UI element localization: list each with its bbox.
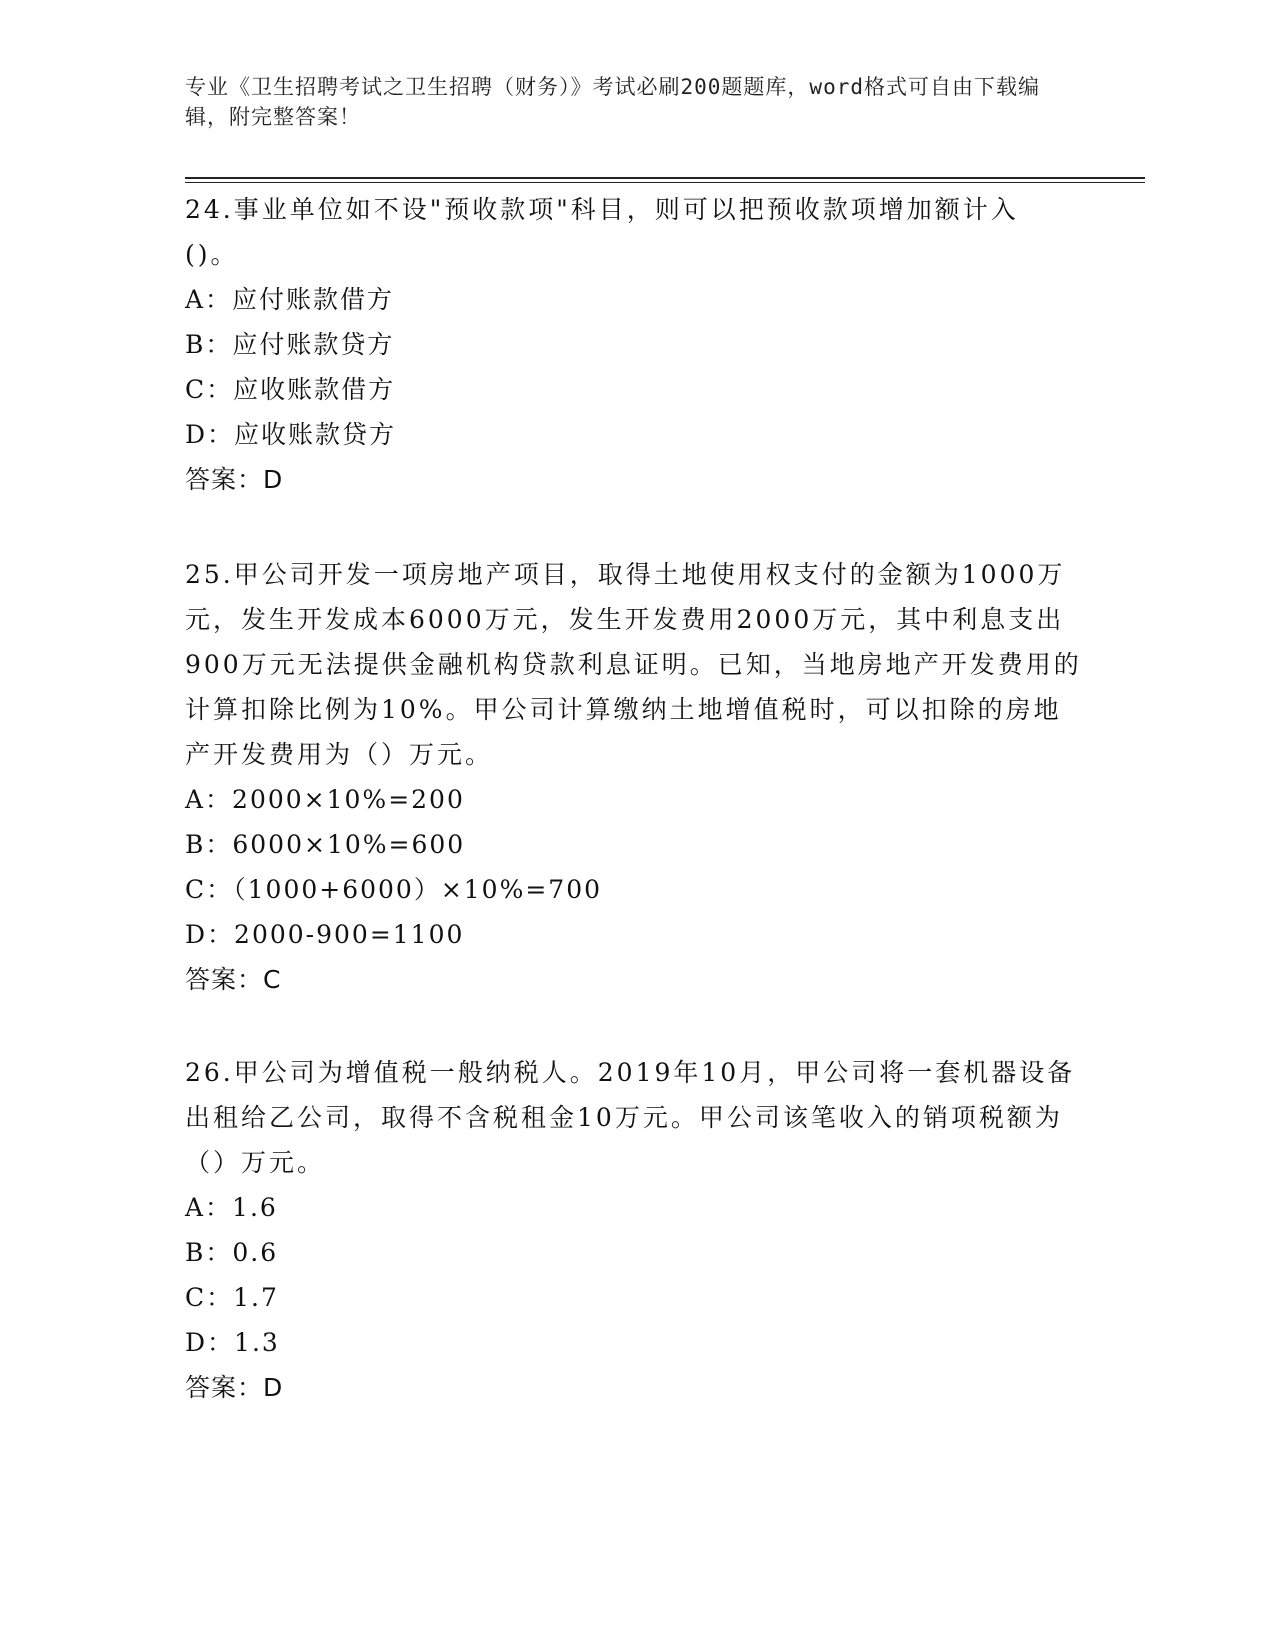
document-header: 专业《卫生招聘考试之卫生招聘（财务）》考试必刷200题题库，word格式可自由下载编辑，附完整答案！ bbox=[185, 75, 1040, 129]
option-c: C：（1000+6000）×10%=700 bbox=[185, 875, 603, 904]
option-d: D：2000-900=1100 bbox=[185, 920, 465, 949]
option-a: A：应付账款借方 bbox=[185, 285, 395, 314]
question-24 bbox=[185, 187, 1085, 502]
question-26 bbox=[185, 1050, 1085, 1410]
answer: 答案：C bbox=[185, 965, 282, 994]
question-stem: 26.甲公司为增值税一般纳税人。2019年10月，甲公司将一套机器设备出租给乙公司，取得不含税租金10万元。甲公司该笔收入的销项税额为（）万元。 bbox=[185, 1058, 1076, 1177]
option-c: C：1.7 bbox=[185, 1283, 279, 1312]
option-b: B：应付账款贷方 bbox=[185, 330, 395, 359]
question-25 bbox=[185, 552, 1085, 1002]
option-a: A：2000×10%=200 bbox=[185, 785, 465, 814]
header-divider-bottom bbox=[185, 182, 1145, 183]
option-d: D：1.3 bbox=[185, 1328, 280, 1357]
option-c: C：应收账款借方 bbox=[185, 375, 396, 404]
question-stem: 25.甲公司开发一项房地产项目，取得土地使用权支付的金额为1000万元，发生开发成本6000万元，发生开发费用2000万元，其中利息支出900万元无法提供金融机构贷款利息证明。已知，当地房地产开发费用的计算扣除比例为10%。甲公司计算缴纳土地增值税时，可以扣除的房地产开发费用为（）万元。 bbox=[185, 560, 1082, 769]
question-stem: 24.事业单位如不设"预收款项"科目，则可以把预收款项增加额计入()。 bbox=[185, 195, 1019, 269]
option-a: A：1.6 bbox=[185, 1193, 278, 1222]
answer: 答案：D bbox=[185, 1373, 284, 1402]
answer: 答案：D bbox=[185, 465, 284, 494]
option-b: B：6000×10%=600 bbox=[185, 830, 466, 859]
option-b: B：0.6 bbox=[185, 1238, 279, 1267]
option-d: D：应收账款贷方 bbox=[185, 420, 397, 449]
header-divider-top bbox=[185, 177, 1145, 179]
